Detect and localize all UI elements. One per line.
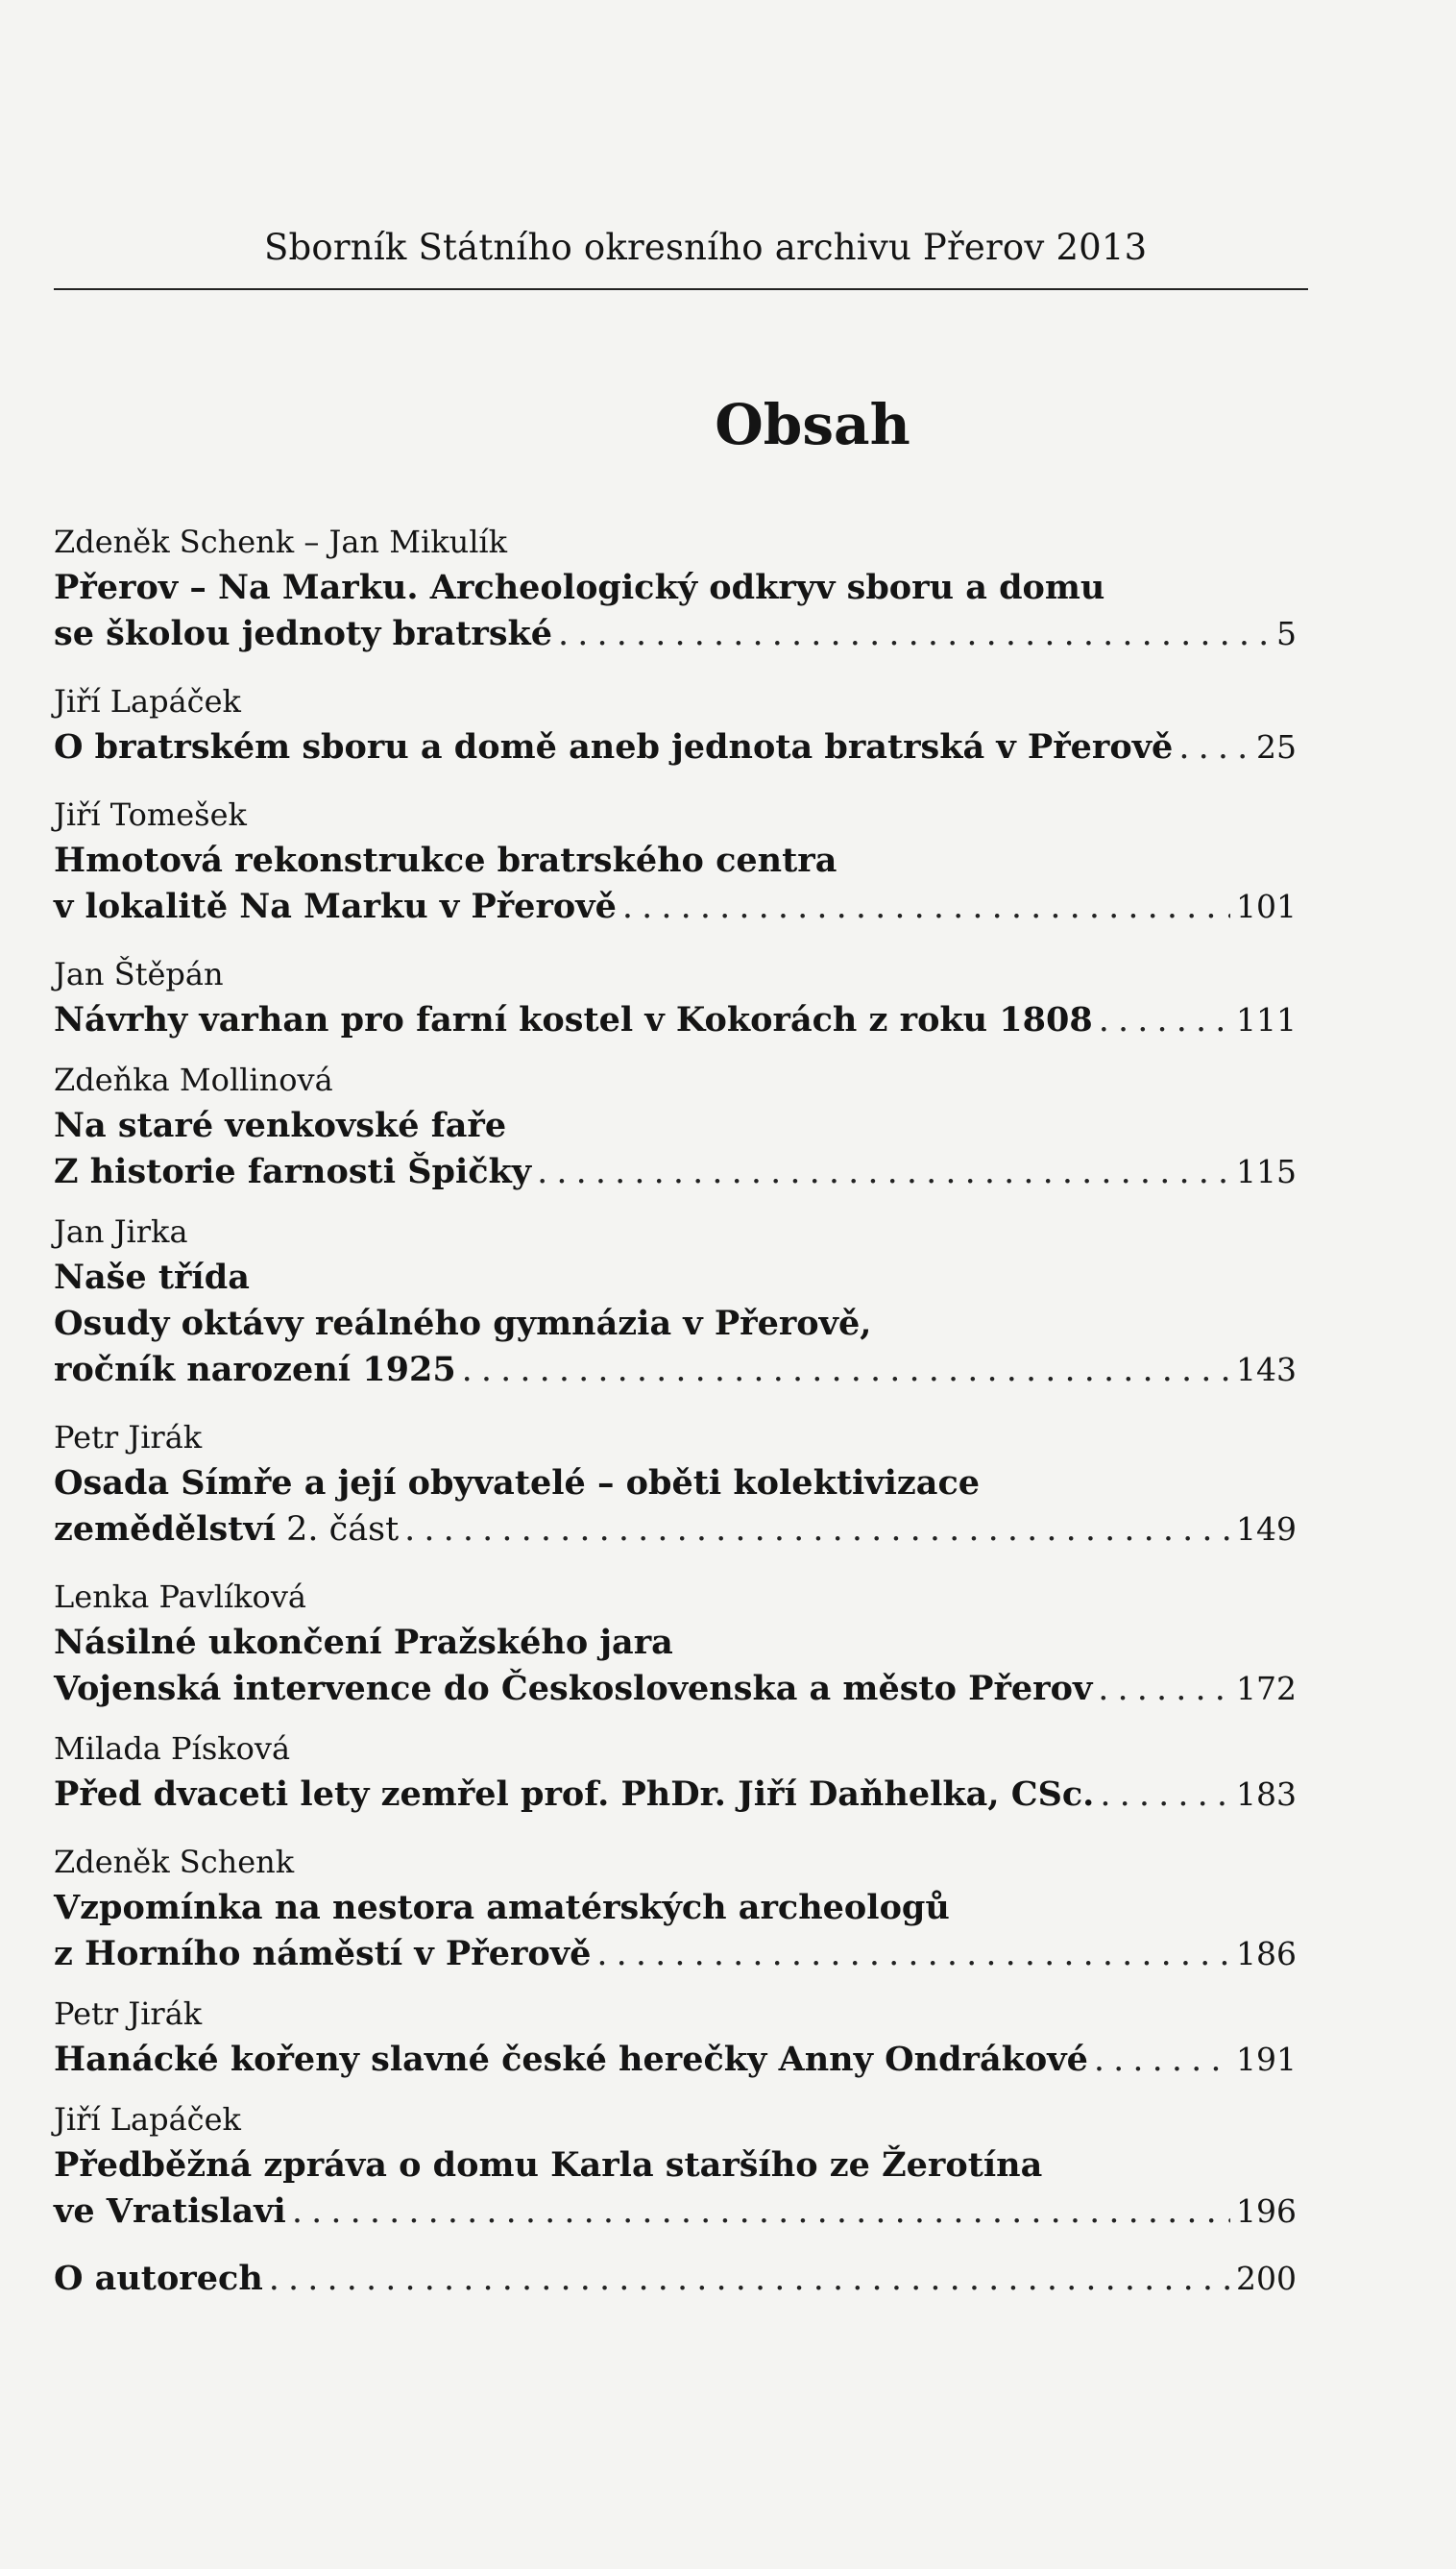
toc-page-number: 200 [1236, 2260, 1297, 2297]
toc-entry[interactable] [54, 1991, 1297, 2083]
toc-page-number: 186 [1236, 1935, 1297, 1972]
toc-author: Zdeněk Schenk – Jan Mikulík [54, 524, 508, 560]
toc-entry[interactable] [54, 519, 1297, 657]
toc-author: Jiří Tomešek [54, 796, 247, 833]
table-of-contents [54, 519, 1297, 2302]
toc-title-last-line [54, 2189, 1297, 2235]
toc-title-part-suffix: 2. část [276, 1510, 400, 1549]
dot-leader [1098, 1666, 1230, 1712]
toc-title-last-line [54, 2037, 1297, 2083]
toc-entry[interactable] [54, 1057, 1297, 1195]
toc-title: Návrhy varhan pro farní kostel v Kokorách z roku 1808 [54, 1000, 1093, 1040]
toc-title-line: Na staré venkovské faře [54, 1106, 507, 1145]
toc-author: Milada Písková [54, 1730, 291, 1767]
toc-entry[interactable] [54, 1209, 1297, 1393]
dot-leader [462, 1347, 1230, 1393]
toc-title: Hanácké kořeny slavné české herečky Anny Ondrákové [54, 2040, 1088, 2079]
toc-entry[interactable] [54, 678, 1297, 771]
toc-author: Jiří Lapáček [54, 2101, 241, 2138]
toc-title-last-line [54, 1772, 1297, 1818]
toc-title: ve Vratislavi [54, 2191, 286, 2231]
toc-entry[interactable] [54, 1574, 1297, 1712]
toc-title: Vojenská intervence do Československa a město Přerov [54, 1669, 1093, 1708]
dot-leader [1100, 1772, 1230, 1818]
toc-title-line: Osada Símře a její obyvatelé – oběti kolektivizace [54, 1463, 981, 1503]
dot-leader [1094, 2037, 1230, 2083]
toc-title: O autorech [54, 2259, 263, 2298]
toc-title-last-line [54, 997, 1297, 1043]
dot-leader [596, 1931, 1230, 1977]
toc-author: Jan Jirka [54, 1213, 188, 1250]
toc-page-number: 196 [1236, 2192, 1297, 2230]
toc-author: Zdeňka Mollinová [54, 1062, 333, 1098]
toc-title: zemědělství 2. část [54, 1509, 400, 1549]
toc-page-number: 25 [1256, 728, 1297, 766]
toc-title-last-line [54, 1149, 1297, 1195]
toc-page-number: 149 [1236, 1510, 1297, 1548]
toc-page-number: 5 [1276, 615, 1297, 652]
toc-entry[interactable] [54, 1414, 1297, 1553]
toc-title: v lokalitě Na Marku v Přerově [54, 887, 617, 926]
toc-title-line: Násilné ukončení Pražského jara [54, 1623, 673, 1662]
toc-author: Zdeněk Schenk [54, 1844, 295, 1880]
toc-entry[interactable] [54, 1725, 1297, 1818]
toc-entry-authors[interactable] [54, 2256, 1297, 2302]
toc-title-last-line [54, 1666, 1297, 1712]
toc-title-last-line [54, 1506, 1297, 1553]
toc-title-last-line [54, 611, 1297, 657]
toc-title-line: Osudy oktávy reálného gymnázia v Přerově, [54, 1304, 872, 1343]
toc-title-last-line [54, 1931, 1297, 1977]
toc-title: Před dvaceti lety zemřel prof. PhDr. Jiří Daňhelka, CSc. [54, 1774, 1095, 1814]
dot-leader [622, 884, 1230, 930]
toc-entry[interactable] [54, 2096, 1297, 2235]
toc-title-last-line [54, 884, 1297, 930]
dot-leader [404, 1506, 1230, 1553]
toc-entry[interactable] [54, 1839, 1297, 1977]
toc-title-line: Vzpomínka na nestora amatérských archeologů [54, 1888, 950, 1927]
toc-title: z Horního náměstí v Přerově [54, 1934, 592, 1973]
toc-title-line: Přerov – Na Marku. Archeologický odkryv sboru a domu [54, 568, 1105, 607]
toc-title: Z historie farnosti Špičky [54, 1152, 532, 1191]
toc-page-number: 111 [1236, 1001, 1297, 1039]
toc-page-number: 143 [1236, 1351, 1297, 1388]
toc-title-line: Předběžná zpráva o domu Karla staršího ze Žerotína [54, 2145, 1043, 2185]
toc-page-number: 115 [1236, 1153, 1297, 1190]
toc-title-line: Hmotová rekonstrukce bratrského centra [54, 841, 837, 880]
toc-author: Jan Štěpán [54, 956, 224, 992]
toc-author: Petr Jirák [54, 1419, 203, 1456]
toc-page-number: 191 [1236, 2041, 1297, 2078]
page-title: Obsah [715, 392, 910, 457]
toc-author: Jiří Lapáček [54, 683, 241, 720]
toc-entry[interactable] [54, 951, 1297, 1043]
dot-leader [269, 2256, 1230, 2302]
toc-title-last-line [54, 2256, 1297, 2302]
toc-title-last-line [54, 724, 1297, 771]
dot-leader [1178, 724, 1250, 771]
toc-page-number: 183 [1236, 1775, 1297, 1813]
toc-title: se školou jednoty bratrské [54, 614, 553, 653]
dot-leader [292, 2189, 1230, 2235]
running-head: Sborník Státního okresního archivu Přerov 2013 [264, 227, 1148, 268]
toc-title: ročník narození 1925 [54, 1350, 456, 1389]
toc-entry[interactable] [54, 792, 1297, 930]
header-rule [54, 288, 1308, 290]
toc-title-line: Naše třída [54, 1258, 250, 1297]
toc-page-number: 101 [1236, 888, 1297, 925]
toc-title: O bratrském sboru a domě aneb jednota bratrská v Přerově [54, 727, 1174, 767]
dot-leader [558, 611, 1271, 657]
toc-author: Lenka Pavlíková [54, 1578, 306, 1615]
dot-leader [1099, 997, 1230, 1043]
dot-leader [537, 1149, 1230, 1195]
toc-page-number: 172 [1236, 1670, 1297, 1707]
toc-author: Petr Jirák [54, 1995, 203, 2032]
toc-title-last-line [54, 1347, 1297, 1393]
